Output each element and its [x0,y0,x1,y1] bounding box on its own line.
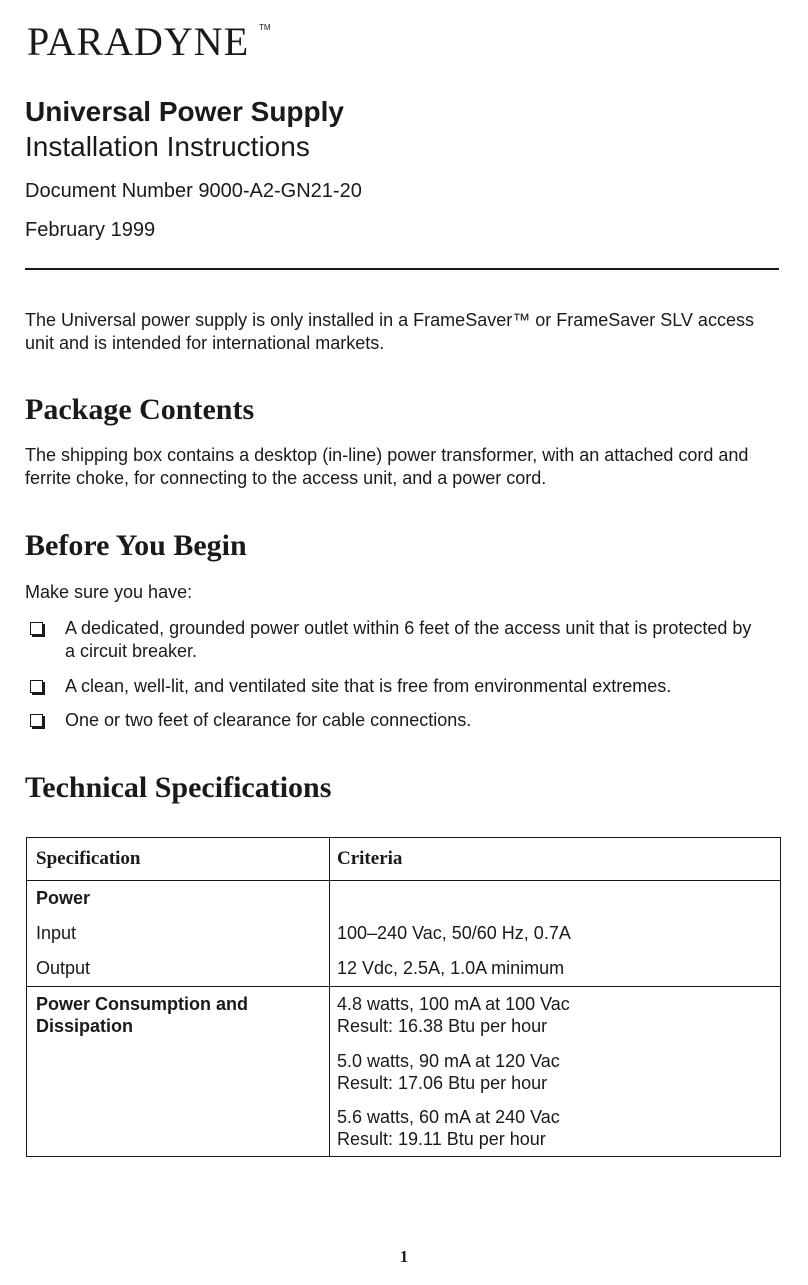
consumption-label: Power Consumption and [36,994,249,1014]
table-column-divider [329,838,330,1156]
checkbox-icon [30,714,43,727]
technical-specifications-heading: Technical Specifications [25,771,332,804]
document-subtitle: Installation Instructions [25,131,310,162]
document-date: February 1999 [25,219,156,241]
power-label: Power [36,888,91,908]
document-number: Document Number 9000-A2-GN21-20 [25,180,362,202]
logo-trademark: TM [259,23,271,32]
intro-paragraph: The Universal power supply is only installed in a FrameSaver™ or FrameSaver SLV access unit and is intended for international markets. [25,310,754,353]
paradyne-logo: PARADYNE [27,19,250,64]
consumption-result: Result: 16.38 Btu per hour [337,1016,548,1036]
checklist-item-text: One or two feet of clearance for cable connections. [65,710,472,730]
checklist-item-text: A clean, well-lit, and ventilated site that is free from environmental extremes. [65,676,672,696]
checkbox-icon [30,622,43,635]
table-row-divider [27,986,780,987]
package-contents-text: The shipping box contains a desktop (in-line) power transformer, with an attached cord and ferrite choke, for connecting to the access unit, and a power cord. [25,445,749,488]
document-title: Universal Power Supply [25,96,344,127]
specifications-table [26,837,781,1157]
before-you-begin-intro: Make sure you have: [25,582,193,602]
page-number: 1 [399,1247,409,1266]
table-header-criteria: Criteria [337,848,403,869]
checklist-item-text: A dedicated, grounded power outlet within 6 feet of the access unit that is protected by a circuit breaker. [65,618,752,661]
input-value: 100–240 Vac, 50/60 Hz, 0.7A [337,923,571,943]
output-label: Output [36,958,91,978]
consumption-result: Result: 19.11 Btu per hour [337,1129,546,1149]
consumption-watts: 5.6 watts, 60 mA at 240 Vac [337,1107,560,1127]
header-divider [25,268,779,270]
table-header-specification: Specification [36,848,141,869]
consumption-watts: 4.8 watts, 100 mA at 100 Vac [337,994,570,1014]
checkbox-icon [30,680,43,693]
before-you-begin-heading: Before You Begin [25,529,247,562]
consumption-result: Result: 17.06 Btu per hour [337,1073,548,1093]
package-contents-heading: Package Contents [25,393,255,426]
table-row-divider [27,880,780,881]
input-label: Input [36,923,77,943]
output-value: 12 Vdc, 2.5A, 1.0A minimum [337,958,565,978]
consumption-watts: 5.0 watts, 90 mA at 120 Vac [337,1051,560,1071]
consumption-label-line2: Dissipation [36,1016,134,1036]
